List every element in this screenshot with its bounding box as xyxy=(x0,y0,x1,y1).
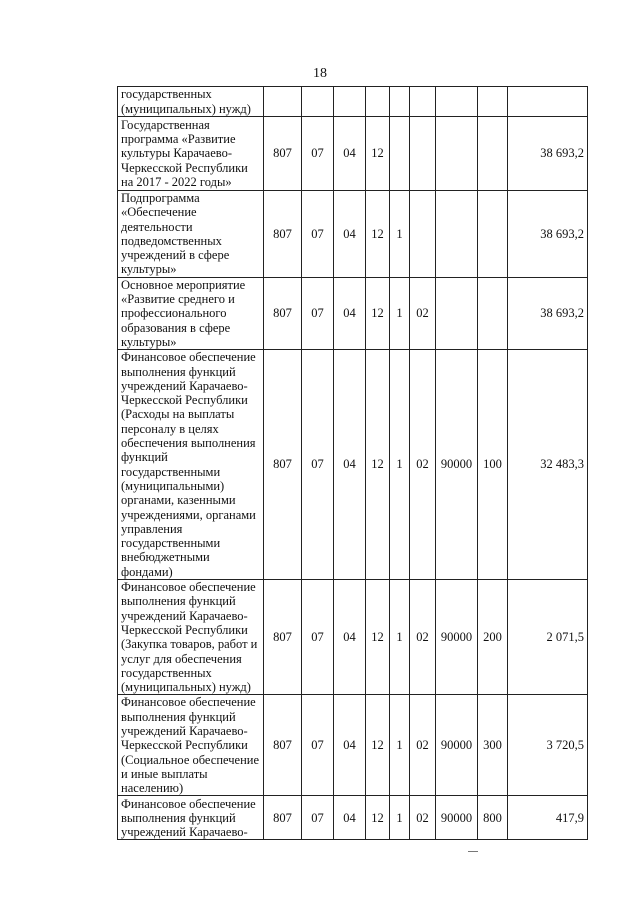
table-row xyxy=(118,117,588,191)
cell-direction xyxy=(436,277,478,349)
row-name: Финансовое обеспечение выполнения функций учреждений Карачаево-Черкесской Республики (Закупка товаров, работ и услуг для обеспечения государственных (муниципальных) нужд) xyxy=(118,580,264,695)
cell-sum: 32 483,3 xyxy=(508,350,588,580)
cell-sum: 38 693,2 xyxy=(508,191,588,278)
cell-rz: 07 xyxy=(302,695,334,796)
table-row xyxy=(118,796,588,840)
cell-program: 12 xyxy=(366,350,390,580)
cell-program: 12 xyxy=(366,580,390,695)
cell-sum: 38 693,2 xyxy=(508,277,588,349)
cell-rz: 07 xyxy=(302,350,334,580)
cell-rz: 07 xyxy=(302,580,334,695)
cell-program: 12 xyxy=(366,117,390,191)
scan-mark xyxy=(468,851,478,852)
cell-vr: 200 xyxy=(478,580,508,695)
cell-pr: 04 xyxy=(334,580,366,695)
table-row xyxy=(118,277,588,349)
cell-direction xyxy=(436,87,478,117)
cell-direction: 90000 xyxy=(436,350,478,580)
cell-sum: 3 720,5 xyxy=(508,695,588,796)
row-name: государственных (муниципальных) нужд) xyxy=(118,87,264,117)
cell-sum: 38 693,2 xyxy=(508,117,588,191)
row-name: Основное мероприятие «Развитие среднего и профессионального образования в сфере культуры» xyxy=(118,277,264,349)
cell-vr xyxy=(478,191,508,278)
cell-measure: 02 xyxy=(410,580,436,695)
cell-measure: 02 xyxy=(410,350,436,580)
cell-measure: 02 xyxy=(410,277,436,349)
cell-vr xyxy=(478,277,508,349)
cell-subprogram: 1 xyxy=(390,191,410,278)
cell-pr: 04 xyxy=(334,277,366,349)
cell-pr xyxy=(334,87,366,117)
cell-subprogram xyxy=(390,117,410,191)
cell-vr: 300 xyxy=(478,695,508,796)
cell-vr: 100 xyxy=(478,350,508,580)
cell-gr: 807 xyxy=(264,695,302,796)
cell-gr: 807 xyxy=(264,580,302,695)
cell-measure: 02 xyxy=(410,695,436,796)
row-name: Финансовое обеспечение выполнения функций учреждений Карачаево-Черкесской Республики (Расходы на выплаты персоналу в целях обеспечения выполнения функций государственными (муниципальными) органами, казенными учреждениями, органами управления государственными внебюджетными фондами) xyxy=(118,350,264,580)
cell-program xyxy=(366,87,390,117)
cell-rz: 07 xyxy=(302,277,334,349)
cell-pr: 04 xyxy=(334,117,366,191)
cell-vr xyxy=(478,117,508,191)
cell-subprogram: 1 xyxy=(390,580,410,695)
table-row xyxy=(118,191,588,278)
cell-program: 12 xyxy=(366,796,390,840)
cell-vr: 800 xyxy=(478,796,508,840)
cell-measure xyxy=(410,191,436,278)
table-row xyxy=(118,580,588,695)
cell-sum xyxy=(508,87,588,117)
cell-subprogram: 1 xyxy=(390,695,410,796)
cell-measure xyxy=(410,117,436,191)
cell-sum: 2 071,5 xyxy=(508,580,588,695)
row-name: Финансовое обеспечение выполнения функций учреждений Карачаево- xyxy=(118,796,264,840)
cell-subprogram xyxy=(390,87,410,117)
cell-subprogram: 1 xyxy=(390,277,410,349)
cell-program: 12 xyxy=(366,277,390,349)
cell-gr: 807 xyxy=(264,191,302,278)
cell-subprogram: 1 xyxy=(390,796,410,840)
cell-pr: 04 xyxy=(334,796,366,840)
row-name: Финансовое обеспечение выполнения функций учреждений Карачаево-Черкесской Республики (Социальное обеспечение и иные выплаты населению) xyxy=(118,695,264,796)
cell-gr xyxy=(264,87,302,117)
cell-program: 12 xyxy=(366,191,390,278)
cell-pr: 04 xyxy=(334,695,366,796)
cell-subprogram: 1 xyxy=(390,350,410,580)
cell-measure: 02 xyxy=(410,796,436,840)
cell-gr: 807 xyxy=(264,796,302,840)
cell-program: 12 xyxy=(366,695,390,796)
cell-measure xyxy=(410,87,436,117)
cell-vr xyxy=(478,87,508,117)
table-row xyxy=(118,87,588,117)
budget-table xyxy=(117,86,588,840)
cell-rz: 07 xyxy=(302,796,334,840)
table-row xyxy=(118,695,588,796)
cell-gr: 807 xyxy=(264,117,302,191)
cell-rz xyxy=(302,87,334,117)
cell-direction xyxy=(436,117,478,191)
page-number: 18 xyxy=(313,66,327,81)
cell-gr: 807 xyxy=(264,350,302,580)
cell-rz: 07 xyxy=(302,117,334,191)
cell-direction: 90000 xyxy=(436,580,478,695)
cell-pr: 04 xyxy=(334,350,366,580)
cell-direction: 90000 xyxy=(436,796,478,840)
cell-sum: 417,9 xyxy=(508,796,588,840)
cell-rz: 07 xyxy=(302,191,334,278)
row-name: Подпрограмма «Обеспечение деятельности подведомственных учреждений в сфере культуры» xyxy=(118,191,264,278)
table-row xyxy=(118,350,588,580)
cell-direction xyxy=(436,191,478,278)
cell-direction: 90000 xyxy=(436,695,478,796)
row-name: Государственная программа «Развитие культуры Карачаево-Черкесской Республики на 2017 - 2022 годы» xyxy=(118,117,264,191)
cell-pr: 04 xyxy=(334,191,366,278)
cell-gr: 807 xyxy=(264,277,302,349)
